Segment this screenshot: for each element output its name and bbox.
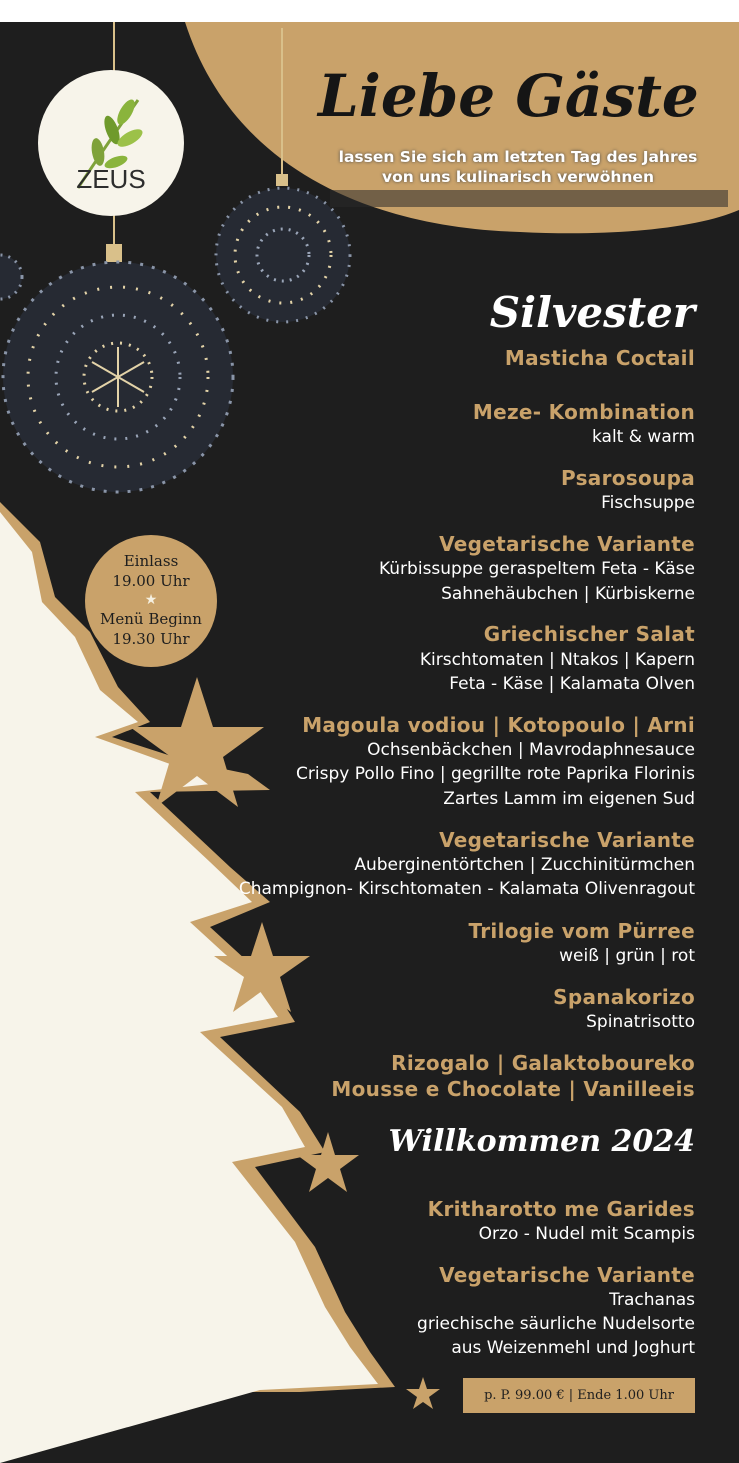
snowflake-ornament-large	[3, 262, 233, 492]
gold-star-tiny	[406, 1377, 440, 1409]
course-description: Zartes Lamm im eigenen Sud	[443, 789, 695, 809]
course-title: Trilogie vom Pürree	[468, 919, 695, 943]
section-title-willkommen: Willkommen 2024	[388, 1124, 695, 1159]
course-description: Spinatrisotto	[586, 1012, 695, 1032]
star-icon: ★	[144, 592, 158, 608]
course-title: Meze- Kombination	[472, 400, 695, 424]
badge-label: Menü Beginn	[100, 610, 202, 628]
time-badge	[85, 535, 217, 667]
course-title: Mousse e Chocolate | Vanilleeis	[331, 1077, 695, 1101]
badge-time: 19.30 Uhr	[112, 630, 190, 648]
course-title: Vegetarische Variante	[439, 1263, 695, 1287]
badge-label: Einlass	[123, 552, 179, 570]
course-description: weiß | grün | rot	[559, 946, 695, 966]
course-title: Spanakorizo	[553, 985, 695, 1009]
course-description: Auberginentörtchen | Zucchinitürmchen	[354, 855, 695, 875]
course-description: Champignon- Kirschtomaten - Kalamata Olivenragout	[238, 879, 695, 899]
course-description: Trachanas	[609, 1290, 695, 1310]
course-description: Fischsuppe	[601, 493, 695, 513]
course-title: Griechischer Salat	[483, 622, 695, 646]
price-box: p. P. 99.00 € | Ende 1.00 Uhr	[463, 1378, 695, 1413]
subtitle-line: lassen Sie sich am letzten Tag des Jahres	[338, 148, 698, 166]
snowflake-ornament-edge	[0, 255, 22, 299]
subtitle-line: von uns kulinarisch verwöhnen	[382, 168, 654, 186]
course-title: Masticha Coctail	[504, 346, 695, 370]
badge-time: 19.00 Uhr	[112, 572, 190, 590]
course-description: Ochsenbäckchen | Mavrodaphnesauce	[367, 740, 695, 760]
course-title: Rizogalo | Galaktoboureko	[391, 1051, 695, 1075]
course-title: Vegetarische Variante	[439, 532, 695, 556]
course-description: Feta - Käse | Kalamata Olven	[449, 674, 695, 694]
course-description: aus Weizenmehl und Joghurt	[451, 1338, 695, 1358]
zeus-logo	[38, 70, 184, 216]
course-description: Sahnehäubchen | Kürbiskerne	[441, 584, 695, 604]
subtitle	[318, 147, 718, 187]
course-description: Kirschtomaten | Ntakos | Kapern	[419, 650, 695, 670]
snowflake-ornament-small	[216, 188, 350, 322]
course-description: Orzo - Nudel mit Scampis	[478, 1224, 695, 1244]
course-title: Psarosoupa	[560, 466, 695, 490]
page-title: Liebe Gäste	[318, 62, 699, 130]
menu-poster	[0, 22, 739, 1463]
course-title: Vegetarische Variante	[439, 828, 695, 852]
course-description: Crispy Pollo Fino | gegrillte rote Paprika Florinis	[296, 764, 695, 784]
logo-text: ZEUS	[76, 164, 146, 194]
course-description: kalt & warm	[592, 427, 695, 447]
course-title: Magoula vodiou | Kotopoulo | Arni	[302, 713, 695, 737]
course-description: Kürbissuppe geraspeltem Feta - Käse	[378, 559, 695, 579]
section-title-silvester: Silvester	[489, 288, 695, 337]
course-title: Kritharotto me Garides	[427, 1197, 695, 1221]
course-description: griechische säurliche Nudelsorte	[417, 1314, 695, 1334]
